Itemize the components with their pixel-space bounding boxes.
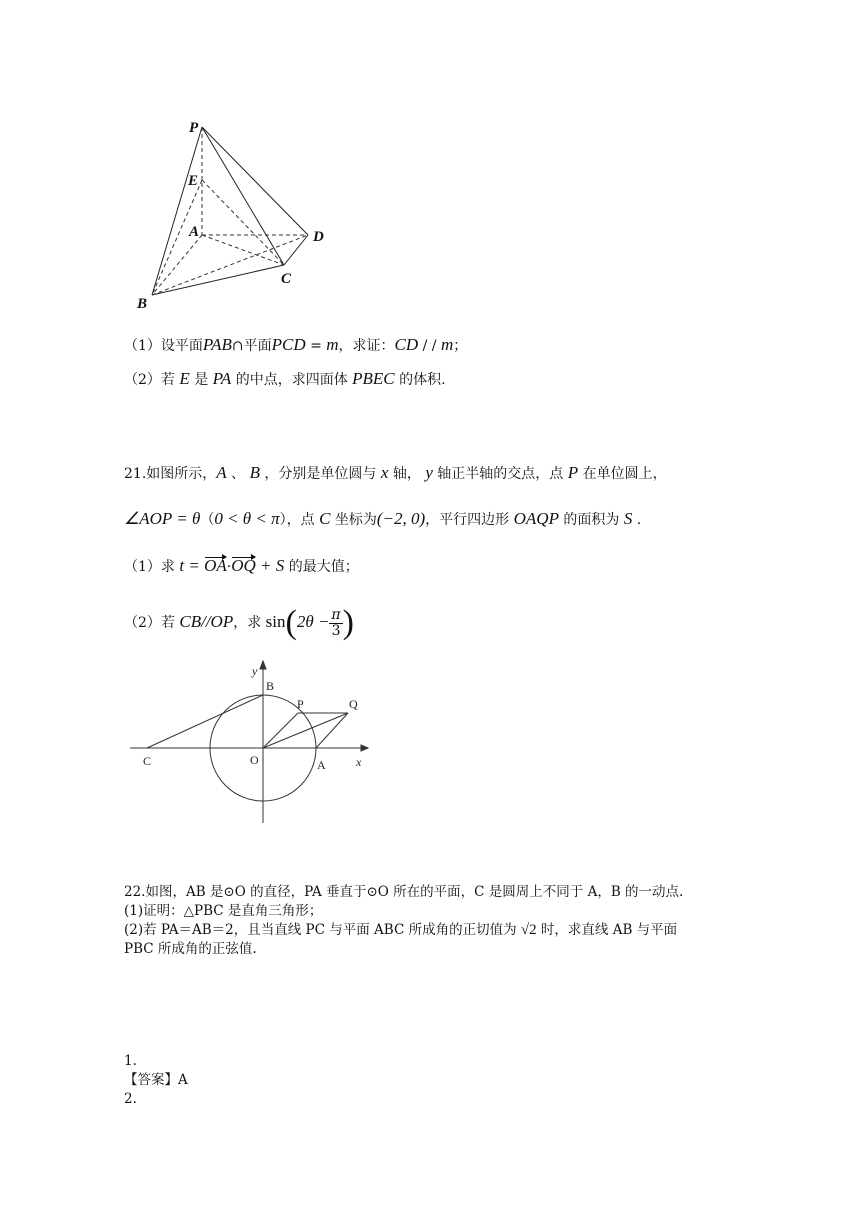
segment-aq [316, 713, 348, 748]
label-y: y [252, 664, 258, 678]
edge-pb [152, 127, 202, 295]
q20-part1: （1）设平面PAB∩平面PCD = m，求证：CD / / m； [124, 335, 468, 354]
edge-pc [202, 127, 284, 265]
pyramid-figure [130, 115, 340, 315]
answer-1-number: 1. [124, 1053, 137, 1069]
q20-part2: （2）若 E 是 PA 的中点，求四面体 PBEC 的体积. [124, 369, 446, 388]
q22-part2: (2)若 PA＝AB＝2，且当直线 PC 与平面 ABC 所成角的正切值为 √2 时，求直线 AB 与平面 [124, 922, 678, 938]
answer-2-number: 2. [124, 1091, 137, 1107]
label-b: B [266, 679, 275, 693]
label-q: Q [349, 697, 358, 711]
q22-part2-cont: PBC 所成角的正弦值. [124, 941, 257, 957]
q21-part2: （2）若 CB//OP，求 sin(2θ − $\frac{\pi}{3}$ ) [124, 604, 354, 641]
edge-pd [202, 127, 308, 235]
label-o: O [250, 753, 259, 767]
label-a: A [317, 758, 326, 772]
q21-stem-line1: 21.如图所示，A 、 B ，分别是单位圆与 x 轴， y 轴正半轴的交点，点 P 在单位圆上， [124, 463, 667, 482]
label-a: A [189, 224, 200, 240]
segment-op [263, 713, 298, 748]
q22-stem: 22.如图，AB 是⊙O 的直径，PA 垂直于⊙O 所在的平面，C 是圆周上不同于 A，B 的一动点. [124, 884, 684, 900]
segment-cb [147, 695, 263, 748]
y-axis-arrow [260, 661, 266, 669]
label-c: C [143, 754, 152, 768]
label-p: P [189, 120, 199, 136]
label-b: B [137, 296, 148, 312]
edge-ab [152, 235, 202, 295]
sqrt-two: √2 [520, 922, 537, 938]
q21-part1: （1）求 t = OA·OQ + S 的最大值； [124, 556, 359, 575]
label-c: C [281, 271, 292, 287]
segment-oq [263, 713, 348, 748]
edge-ac [202, 235, 284, 265]
edge-ec [202, 180, 284, 265]
label-d: D [313, 229, 324, 245]
q22-part1: (1)证明：△PBC 是直角三角形； [124, 903, 323, 919]
x-axis-arrow [361, 745, 368, 751]
label-x: x [356, 755, 362, 769]
unit-circle-figure [125, 655, 375, 830]
label-e: E [188, 173, 199, 189]
label-p: P [297, 697, 304, 711]
q21-stem-line2: ∠AOP = θ（0 < θ < π），点 C 坐标为(−2, 0)，平行四边形 OAQP 的面积为 S . [124, 509, 642, 528]
answer-1-text: 【答案】A [124, 1072, 188, 1088]
